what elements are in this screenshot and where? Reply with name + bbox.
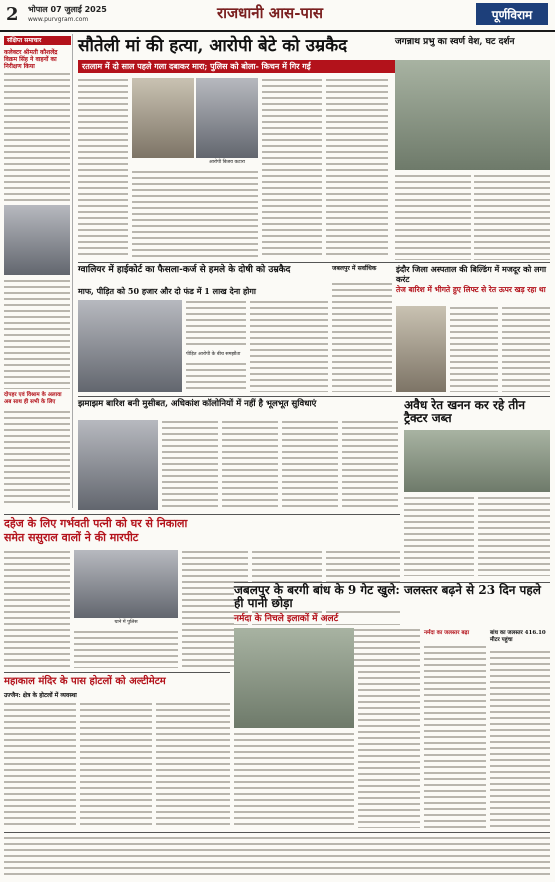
s7-subhead: उज्जैन: क्षेत्र के होटलों में व्यवस्था [4,692,77,699]
main-body-col2 [132,170,258,258]
brief-headline-1: कलेक्टर श्रीमती कौशलेंद्र विक्रम सिंह ने वाहनों का निरीक्षण किया [4,49,58,70]
s6-headline: दहेज के लिए गर्भवती पत्नी को घर से निकाला [4,517,188,530]
s6-photo [74,550,178,618]
issue-date: भोपाल 07 जुलाई 2025 [28,5,107,14]
s4-body-1 [162,420,218,510]
s5-body-1 [404,496,474,576]
section-rule-3 [4,514,400,515]
s3-body-2 [502,306,550,392]
brief-body-2 [4,279,70,389]
section-rule-2 [78,396,550,397]
s3-subhead: तेज बारिश में भीगते हुए लिफ्ट से रेत ऊपर खड़ रहा था [396,285,546,294]
rt-headline: जगन्नाथ प्रभु का स्वर्ण वेश, घट दर्शन [395,37,515,47]
brief-tag: संक्षिप्त समाचार [4,36,71,45]
s2-side-body [332,282,392,392]
brief-headline-3: दोपहर एवं विश्राम के अलावा अब साथ ही सभी के लिए [4,392,62,405]
s2-subhead: माफ, पीड़ित को 50 हजार और दो फंड में 1 लाख देना होगा [78,286,256,296]
site-url[interactable]: www.purvgram.com [28,16,89,23]
s7-body-3 [156,702,230,828]
s2-headline: ग्वालियर में हाईकोर्ट का फैसला-कर्ज से हमले के दोषी को उम्रकैद [78,265,291,275]
s8-body-1 [358,628,420,828]
s8-side-head-2: बांध का जलस्तर 416.10 मीटर पहुंचा [490,630,546,643]
main-body-col3 [262,78,322,258]
s8-photo [234,628,354,728]
s8-headline: जबलपुर के बरगी बांध के 9 गेट खुले: जलस्तर बढ़ने से 23 दिन पहले ही पानी छोड़ा [234,584,550,610]
s6-caption: थाने में पुलिस [114,620,138,625]
main-subhead: रतलाम में दो साल पहले गला दबाकर मारा; पुलिस को बोला- किचन में गिर गई [78,60,422,73]
s6-body-1 [4,550,70,668]
s5-photo [404,430,550,492]
s4-body-2 [222,420,278,510]
section-rule-5 [4,672,230,673]
s2-side-head: जबलपुर में सर्वाधिक [332,265,377,272]
s2-body-3 [250,300,328,392]
main-body-col4 [326,78,388,258]
s8-side-head: नर्मदा का जलस्तर बढ़ा [424,630,470,636]
s5-body-2 [478,496,550,576]
s8-body-2 [424,645,486,828]
s8-subhead: नर्मदा के निचले इलाकों में अलर्ट [234,614,550,624]
s4-photo [78,420,158,510]
rt-body-1 [395,174,471,260]
brief-photo [4,205,70,275]
s3-body-1 [450,306,498,392]
brief-body-3 [4,410,70,505]
s4-body-4 [342,420,398,510]
s5-headline: अवैध रेत खनन कर रहे तीन ट्रैक्टर जब्त [404,398,526,425]
s7-body-2 [80,702,152,828]
brief-body-1 [4,72,70,202]
s8-body-4 [234,732,354,828]
s2-body-1 [186,300,246,348]
footer-body [4,836,550,876]
page-number: 2 [6,4,19,25]
s8-body-3 [490,650,550,828]
s6-subhead: समेत ससुराल वालों ने की मारपीट [4,531,139,544]
s3-headline: इंदौर जिला अस्पताल की बिल्डिंग में मजदूर को लगा करंट [396,264,547,284]
rt-body-2 [474,174,550,260]
main-body-col1 [78,78,128,258]
main-photo-caption: आरोपी बिजय कटारा [209,160,245,165]
s2-caption: पीड़ित आरोपी के बीच समझौता [186,352,241,357]
column-divider [72,34,73,508]
s7-body-1 [4,702,76,828]
s4-body-3 [282,420,338,510]
section-title: राजधानी आस-पास [217,4,323,22]
main-headline: सौतेली मां की हत्या, आरोपी बेटे को उम्रकैद [78,36,348,56]
brand-logo: पूर्णविराम [476,3,548,25]
bottom-rule [4,832,550,833]
s6-body-2 [74,630,178,668]
s2-photo [78,300,182,392]
s2-body-2 [186,362,246,392]
section-rule [78,262,550,263]
s3-photo [396,306,446,392]
s7-headline: महाकाल मंदिर के पास होटलों को अल्टीमेटम [4,676,166,687]
rt-photo [395,60,550,170]
s4-headline: झमाझम बारिश बनी मुसीबत, अधिकांश कॉलोनियों में नहीं है भूलभूत सुविधाएं [78,399,317,409]
main-photo-1 [132,78,194,158]
main-photo-2 [196,78,258,158]
